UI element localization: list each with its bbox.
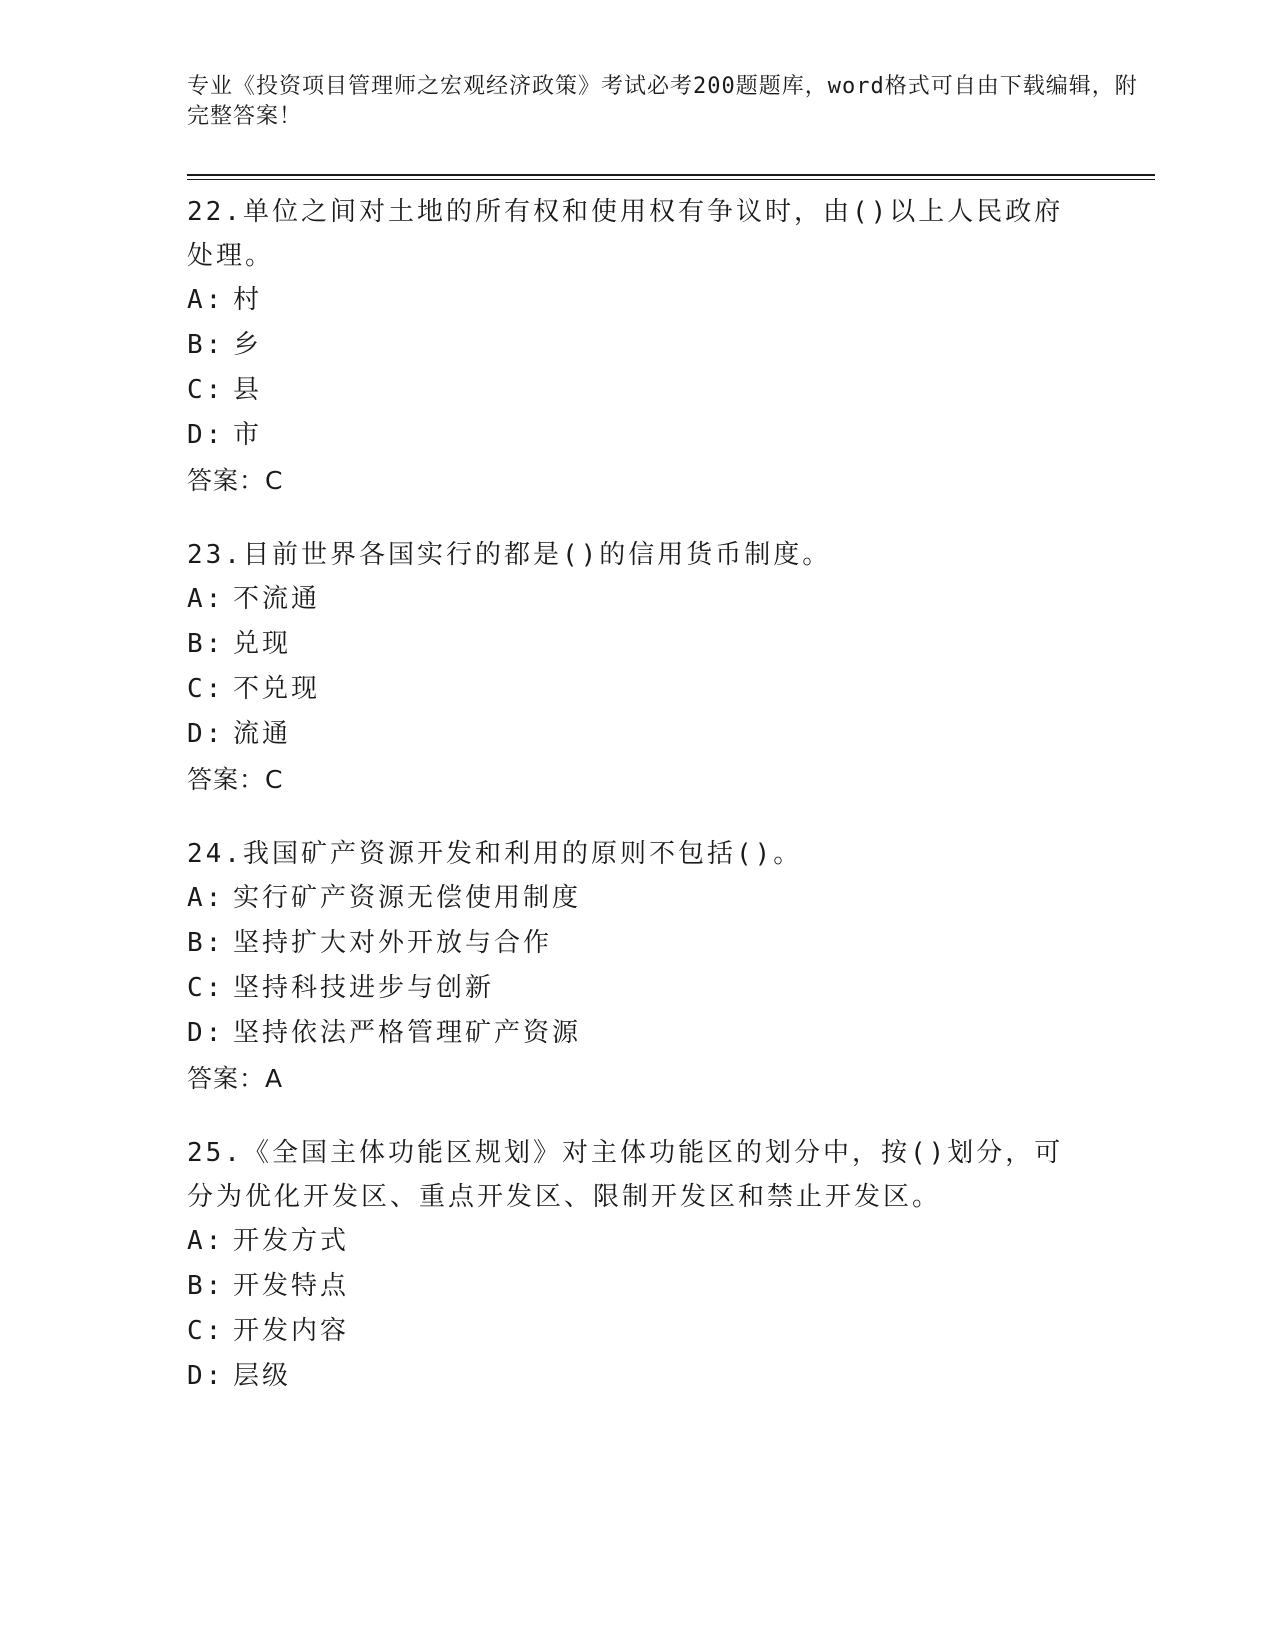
option-letter: D:: [187, 1361, 225, 1391]
answer-line: 答案：C: [187, 765, 284, 794]
option-letter: C:: [187, 375, 225, 405]
option-b: [187, 1264, 1155, 1309]
option-a: [187, 278, 1155, 323]
option-letter: C:: [187, 973, 225, 1003]
question-list: [187, 190, 1155, 1399]
option-b: [187, 622, 1155, 667]
option-text: 实行矿产资源无偿使用制度: [233, 883, 582, 913]
option-letter: C:: [187, 674, 225, 704]
option-list: [187, 1219, 1155, 1399]
option-letter: B:: [187, 1271, 225, 1301]
option-letter: C:: [187, 1316, 225, 1346]
option-text: 层级: [233, 1361, 292, 1391]
answer-line: 答案：A: [187, 1064, 284, 1093]
option-d: [187, 413, 1155, 458]
question-stem: 22.单位之间对土地的所有权和使用权有争议时，由()以上人民政府处理。: [187, 197, 1064, 271]
option-text: 坚持扩大对外开放与合作: [233, 928, 553, 958]
option-letter: A:: [187, 1226, 225, 1256]
option-letter: D:: [187, 420, 225, 450]
option-c: [187, 1309, 1155, 1354]
option-text: 开发特点: [233, 1271, 350, 1301]
document-page: [187, 72, 1155, 1429]
question-24: [187, 832, 1155, 1101]
option-text: 不兑现: [233, 674, 321, 704]
option-letter: D:: [187, 1018, 225, 1048]
option-letter: A:: [187, 285, 225, 315]
option-a: [187, 577, 1155, 622]
option-letter: B:: [187, 928, 225, 958]
question-stem: 24.我国矿产资源开发和利用的原则不包括()。: [187, 839, 803, 869]
option-c: [187, 368, 1155, 413]
header-divider: [187, 174, 1155, 180]
option-list: [187, 577, 1155, 757]
option-d: [187, 1354, 1155, 1399]
option-text: 兑现: [233, 629, 292, 659]
question-23: [187, 533, 1155, 802]
option-text: 开发方式: [233, 1226, 350, 1256]
option-a: [187, 1219, 1155, 1264]
option-text: 村: [233, 285, 263, 315]
question-stem: 23.目前世界各国实行的都是()的信用货币制度。: [187, 540, 832, 570]
option-b: [187, 323, 1155, 368]
option-text: 开发内容: [233, 1316, 350, 1346]
option-letter: A:: [187, 584, 225, 614]
option-letter: B:: [187, 629, 225, 659]
option-b: [187, 921, 1155, 966]
question-22: [187, 190, 1155, 503]
option-letter: D:: [187, 719, 225, 749]
question-stem: 25.《全国主体功能区规划》对主体功能区的划分中，按()划分，可分为优化开发区、重点开发区、限制开发区和禁止开发区。: [187, 1138, 1064, 1212]
option-c: [187, 667, 1155, 712]
document-header: 专业《投资项目管理师之宏观经济政策》考试必考200题题库，word格式可自由下载编辑，附完整答案！: [187, 74, 1138, 129]
option-letter: B:: [187, 330, 225, 360]
option-text: 县: [233, 375, 263, 405]
option-letter: A:: [187, 883, 225, 913]
option-d: [187, 712, 1155, 757]
option-c: [187, 966, 1155, 1011]
option-a: [187, 876, 1155, 921]
option-text: 市: [233, 420, 263, 450]
option-text: 不流通: [233, 584, 321, 614]
answer-line: 答案：C: [187, 466, 284, 495]
option-text: 坚持科技进步与创新: [233, 973, 495, 1003]
option-d: [187, 1011, 1155, 1056]
option-text: 流通: [233, 719, 292, 749]
option-text: 坚持依法严格管理矿产资源: [233, 1018, 582, 1048]
option-text: 乡: [233, 330, 263, 360]
question-25: [187, 1131, 1155, 1399]
option-list: [187, 876, 1155, 1056]
option-list: [187, 278, 1155, 458]
